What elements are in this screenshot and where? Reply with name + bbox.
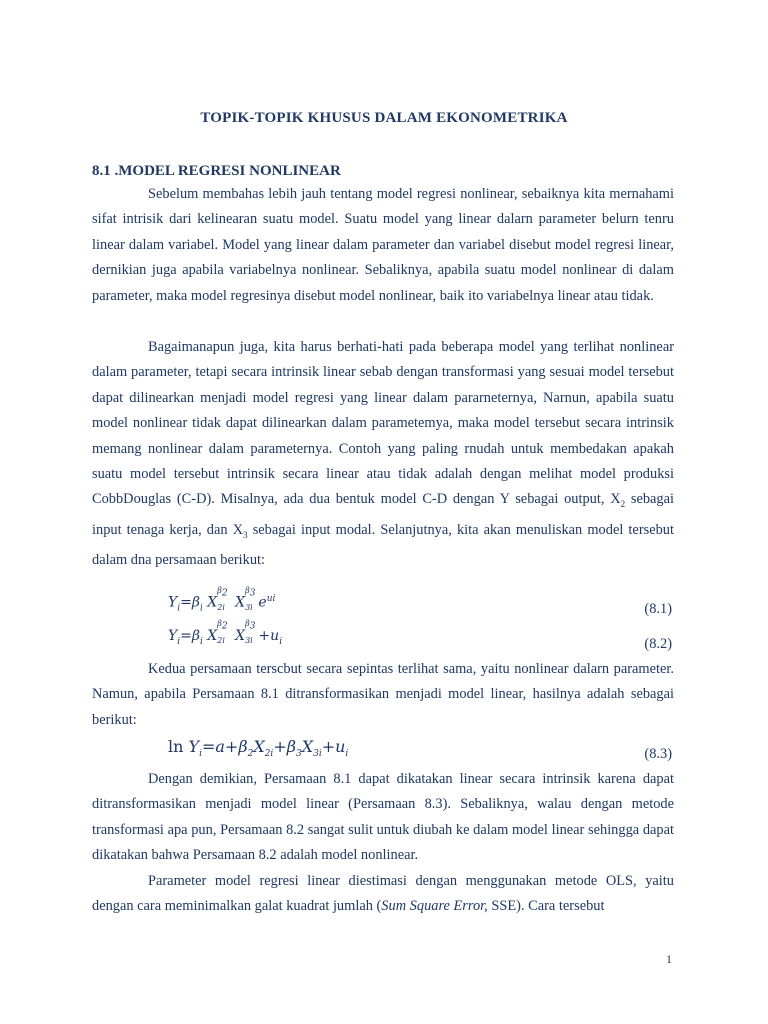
paragraph-2: Bagaimanapun juga, kita harus berhati-hati pada beberapa model yang terlihat nonlinear dalam parameter, tetapi secara intrinsik linear sebab dengan transformasi yang sesuai model tersebut dapat dilinearkan menjadi model regresi yang linear dalam pararneternya, Narnun, apabila suatu model nonlinear tidak dapat dilinearkan dalam parametemya, maka model tersebut secara intrinsik memang nonlinear dalam parameternya. Contoh yang paling rnudah untuk membedakan apakah suatu model tersebut intrinsik secara linear atau tidak adalah dengan melihat model produksi CobbDouglas (C-D). Misalnya, ada dua bentuk model C-D dengan Y sebagai output, $X_2$ sebagai input tenaga kerja, dan $X_3$ sebagai input modal. Selanjutnya, kita akan menuliskan model tersebut dalam dna persamaan berikut: xyxy=(92,339,674,568)
equation-number-8-2: (8.2) xyxy=(644,636,672,652)
page-number: 1 xyxy=(666,952,672,966)
paragraph-1: Sebelum membahas lebih jauh tentang model regresi nonlinear, sebaiknya kita mernahami sifat intrisik dari kelinearan suatu model. Suatu model yang linear dalarn parameter belurn tenru linear dalam variabel. Model yang linear dalam parameter dan variabel disebut model regresi linear, dernikian juga apabila variabelnya nonlinear. Sebaliknya, apabila suatu model nonlinear di dalam parameter, maka model regresinya disebut model nonlinear, baik ito variabelnya linear atau tidak. xyxy=(92,186,674,304)
subscript-2: 2 xyxy=(620,499,626,510)
italic-term: Sum Square Error, xyxy=(381,898,488,915)
paragraph-4: Dengan demikian, Persamaan 8.1 dapat dikatakan linear secara intrinsik karena dapat ditransformasikan menjadi model linear (Persamaan 8.3). Sebaliknya, walau dengan metode transformasi apa pun, Persamaan 8.2 sangat sulit untuk diubah ke dalam model linear sehingga dapat dikatakan bahwa Persamaan 8.2 adalah model nonlinear. xyxy=(92,771,674,864)
equation-number-8-3: (8.3) xyxy=(644,746,672,762)
equation-8-2: $Y_i=\beta_i$ X $\beta_2$ 2i X $\beta_3$ 3i $+u_i$ xyxy=(168,619,283,647)
subscript-3: 3 xyxy=(243,529,248,540)
equation-8-3: $\ln Y_i=a+\beta_2X_{2i}+\beta_3X_{3i}+u_i$ xyxy=(168,737,349,760)
document-title: TOPIK-TOPIK KHUSUS DALAM EKONOMETRIKA xyxy=(200,110,568,126)
paragraph-5: Parameter model regresi linear diestimasi dengan menggunakan metode OLS, yaitu dengan cara meminimalkan galat kuadrat jumlah (Sum Square Error, SSE). Cara tersebut xyxy=(92,873,674,915)
section-heading: 8.1 .MODEL REGRESI NONLINEAR xyxy=(92,163,341,179)
equation-8-1: $Y_i=\beta_i$ X $\beta_2$ 2i X $\beta_3$ 3i $e^{ui}$ xyxy=(168,585,276,614)
equation-number-8-1: (8.1) xyxy=(644,601,672,617)
paragraph-3: Kedua persamaan terscbut secara sepintas terlihat sama, yaitu nonlinear dalarn parameter. Namun, apabila Persamaan 8.1 ditransformasikan menjadi model linear, hasilnya adalah sebagai berikut: xyxy=(92,661,674,728)
